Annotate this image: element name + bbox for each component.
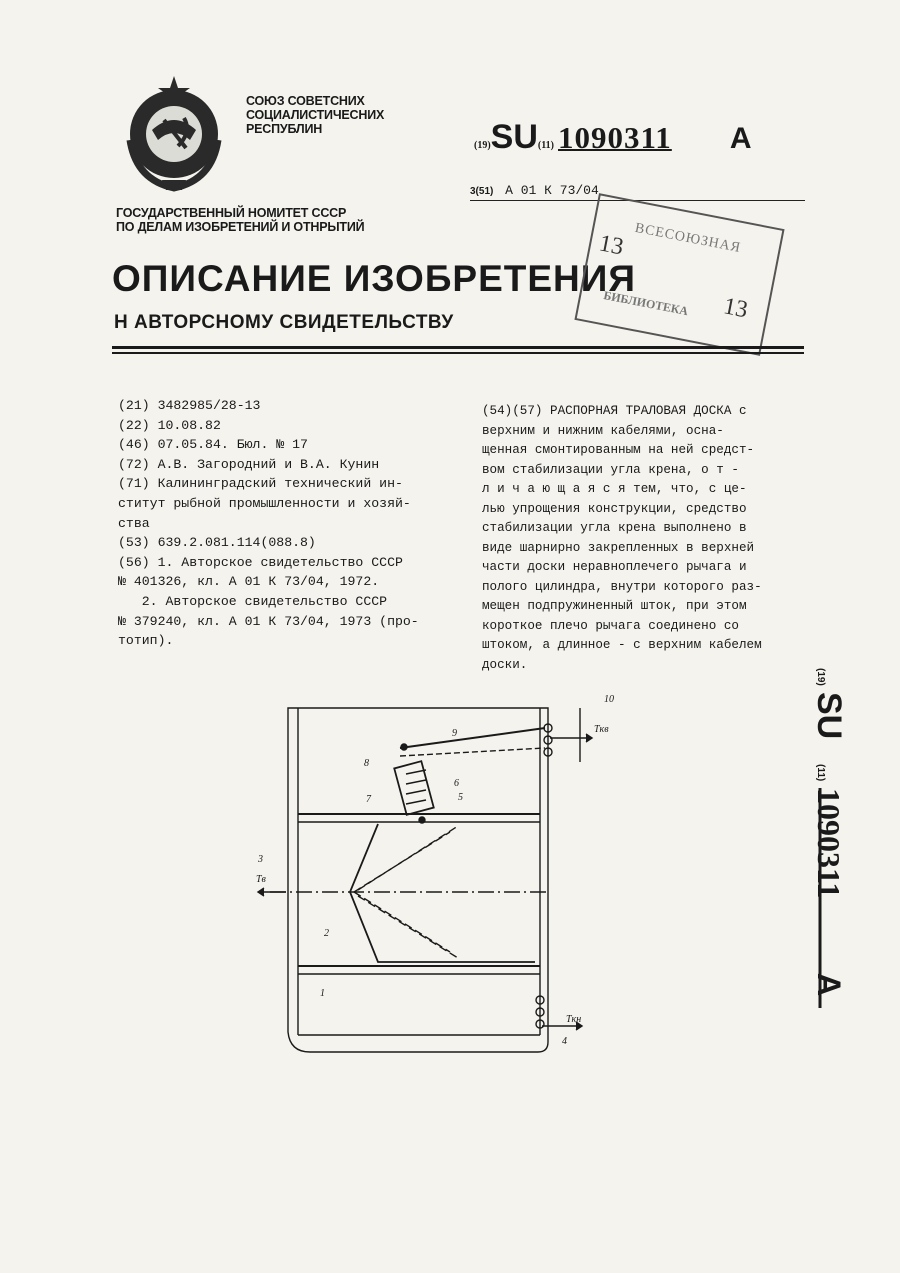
abstract-line: верхним и нижним кабелями, осна- bbox=[482, 423, 724, 438]
t-upper: Tкв bbox=[594, 724, 609, 735]
abstract-line: штоком, а длинное - с верхним кабелем bbox=[482, 638, 762, 652]
code-11: (11) bbox=[537, 140, 555, 151]
abstract-line: щенная смонтированным на ней средст- bbox=[482, 443, 755, 457]
v-code-11: (11) bbox=[815, 764, 826, 782]
trawl-door-drawing bbox=[250, 690, 630, 1070]
biblio-line: ства bbox=[118, 515, 150, 531]
library-stamp bbox=[574, 193, 784, 356]
kind-code: A bbox=[729, 122, 752, 155]
ipc-class bbox=[470, 183, 805, 201]
ipc-label: 3(51) bbox=[470, 186, 494, 197]
abstract-line: части доски неравноплечего рычага и bbox=[482, 560, 747, 574]
biblio-line: 2. Авторское свидетельство СССР bbox=[118, 593, 388, 609]
abstract-line: стабилизации угла крена выполнено в bbox=[482, 521, 747, 535]
biblio-line: (53) 639.2.081.114(088.8) bbox=[118, 535, 316, 551]
fig-label: 2 bbox=[324, 928, 329, 939]
abstract-line: полого цилиндра, внутри которого раз- bbox=[482, 579, 762, 594]
abstract-line: л и ч а ю щ а я с я тем, что, с це- bbox=[482, 482, 747, 496]
t-lower: Tкн bbox=[566, 1014, 582, 1025]
abstract-line: вом стабилизации угла крена, о т - bbox=[482, 462, 739, 477]
stamp-line2: БИБЛИОТЕКА bbox=[602, 288, 690, 319]
v-country: SU bbox=[810, 692, 848, 740]
abstract-line: мещен подпружиненный шток, при этом bbox=[482, 599, 747, 613]
publication-number bbox=[474, 118, 751, 157]
biblio-line: (72) А.В. Загородний и В.А. Кунин bbox=[118, 456, 380, 472]
stamp-num2: 13 bbox=[721, 293, 750, 324]
t-left: Tв bbox=[256, 874, 266, 885]
biblio-line: тотип). bbox=[118, 633, 174, 649]
fig-label: 10 bbox=[604, 694, 614, 705]
abstract-claim bbox=[482, 402, 807, 675]
bibliographic-data bbox=[118, 396, 456, 651]
fig-label: 9 bbox=[452, 728, 457, 739]
v-kind: A bbox=[811, 973, 847, 997]
fig-label: 8 bbox=[364, 758, 369, 769]
biblio-line: ститут рыбной промышленности и хозяй- bbox=[118, 495, 411, 511]
page-title: ОПИСАНИЕ ИЗОБРЕТЕНИЯ bbox=[112, 258, 636, 299]
biblio-line: № 401326, кл. А 01 К 73/04, 1972. bbox=[118, 574, 380, 590]
abstract-line: виде шарнирно закрепленных в верхней bbox=[482, 540, 755, 555]
country-code: SU bbox=[490, 118, 538, 156]
biblio-line: (71) Калининградский технический ин- bbox=[118, 476, 403, 492]
v-number: 1090311 bbox=[811, 788, 847, 899]
fig-label: 4 bbox=[562, 1036, 567, 1047]
fig-label: 5 bbox=[458, 792, 463, 803]
header-rule bbox=[112, 346, 804, 349]
committee-name: ГОСУДАРСТВЕННЫЙ НОМИТЕТ СССР ПО ДЕЛАМ ИЗОБРЕТЕНИЙ И ОТНРЫТИЙ bbox=[116, 206, 365, 234]
abstract-line: доски. bbox=[482, 657, 528, 672]
v-code-19: (19) bbox=[815, 668, 826, 686]
fig-label: 6 bbox=[454, 778, 459, 789]
ipc-value: А 01 К 73/04 bbox=[505, 183, 599, 198]
stamp-num1: 13 bbox=[597, 230, 626, 261]
union-name: СОЮЗ СОВЕТСНИХ СОЦИАЛИСТИЧЕСНИХ РЕСПУБЛИН bbox=[246, 94, 385, 136]
abstract-line: лью упрощения конструкции, средство bbox=[482, 501, 747, 516]
fig-label: 3 bbox=[258, 854, 263, 865]
header-rule-thin bbox=[112, 352, 804, 354]
patent-number: 1090311 bbox=[558, 120, 672, 155]
fig-label: 7 bbox=[366, 794, 371, 805]
board-outline bbox=[288, 708, 548, 1052]
abstract-line: (54)(57) РАСПОРНАЯ ТРАЛОВАЯ ДОСКА с bbox=[482, 404, 747, 418]
biblio-line: (22) 10.08.82 bbox=[118, 417, 221, 433]
biblio-line: № 379240, кл. А 01 К 73/04, 1973 (про- bbox=[118, 613, 419, 629]
code-19: (19) bbox=[474, 140, 491, 151]
vertical-publication-number bbox=[800, 668, 854, 1018]
ussr-emblem-icon bbox=[112, 70, 236, 194]
abstract-line: короткое плечо рычага соединено со bbox=[482, 618, 739, 633]
biblio-line: (46) 07.05.84. Бюл. № 17 bbox=[118, 437, 308, 453]
biblio-line: (56) 1. Авторское свидетельство СССР bbox=[118, 554, 403, 570]
biblio-line: (21) 3482985/28-13 bbox=[118, 398, 261, 413]
stamp-line1: ВСЕСОЮЗНАЯ bbox=[633, 220, 743, 257]
fig-label: 1 bbox=[320, 988, 325, 999]
page-subtitle: Н АВТОРСНОМУ СВИДЕТЕЛЬСТВУ bbox=[114, 312, 454, 333]
